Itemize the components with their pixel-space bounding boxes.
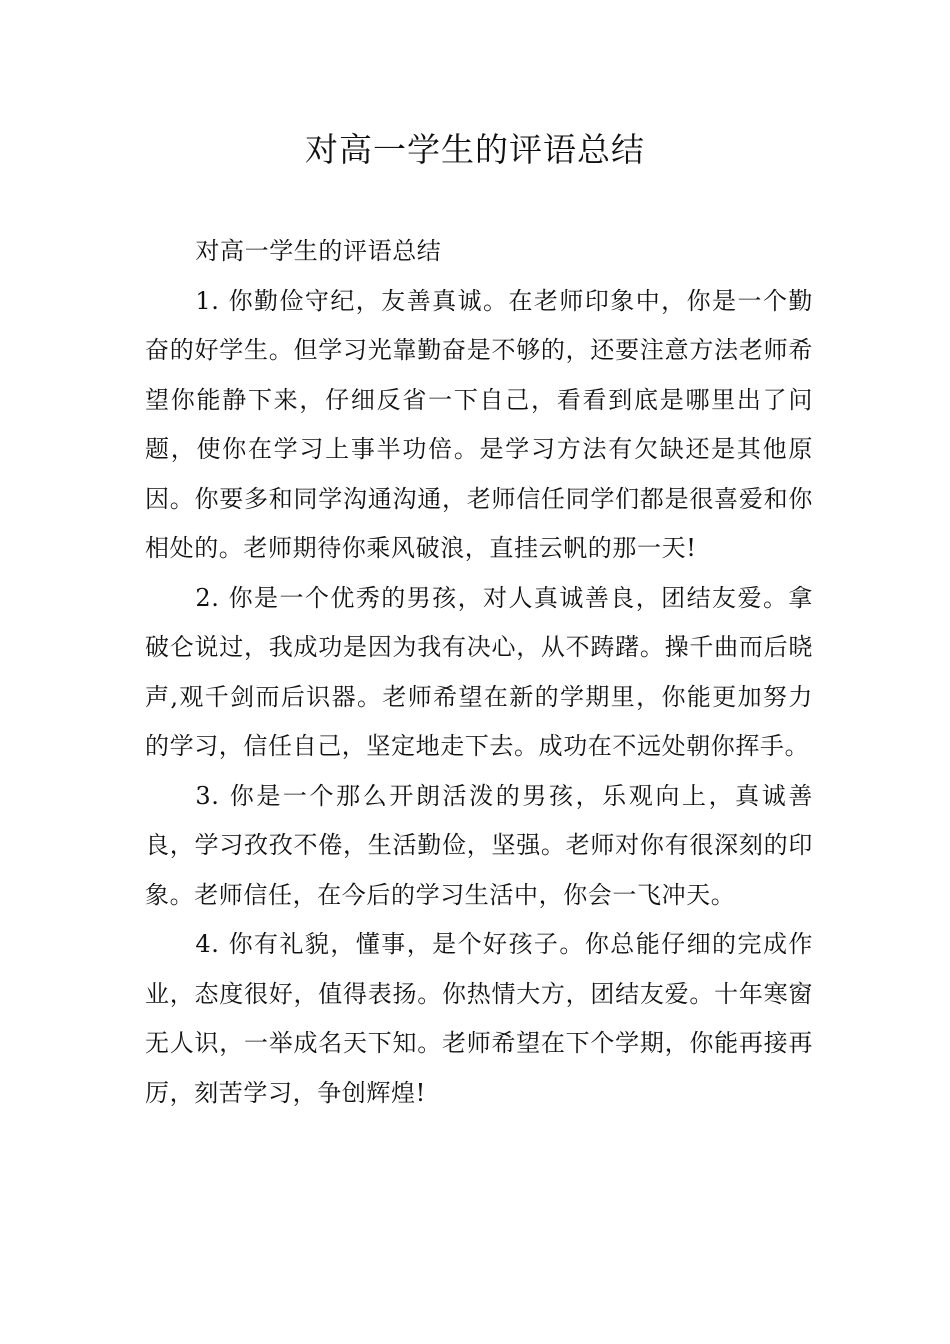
paragraph-comment-1: 1. 你勤俭守纪，友善真诚。在老师印象中，你是一个勤奋的好学生。但学习光靠勤奋是不够的，还要注意方法老师希望你能静下来，仔细反省一下自己，看看到底是哪里出了问题，使你在学习上事半功倍。是学习方法有欠缺还是其他原因。你要多和同学沟通沟通，老师信任同学们都是很喜爱和你相处的。老师期待你乘风破浪，直挂云帆的那一天! [145, 286, 813, 562]
document-title: 对高一学生的评语总结 [305, 130, 645, 169]
paragraph-comment-3: 3. 你是一个那么开朗活泼的男孩，乐观向上，真诚善良，学习孜孜不倦，生活勤俭，坚强。老师对你有很深刻的印象。老师信任，在今后的学习生活中，你会一飞冲天。 [145, 781, 813, 909]
paragraph-comment-2: 2. 你是一个优秀的男孩，对人真诚善良，团结友爱。拿破仑说过，我成功是因为我有决心，从不踌躇。操千曲而后晓声,观千剑而后识器。老师希望在新的学期里，你能更加努力的学习，信任自己，坚定地走下去。成功在不远处朝你挥手。 [145, 583, 813, 760]
paragraph-subtitle: 对高一学生的评语总结 [195, 237, 442, 265]
paragraph-comment-4: 4. 你有礼貌，懂事，是个好孩子。你总能仔细的完成作业，态度很好，值得表扬。你热情大方，团结友爱。十年寒窗无人识，一举成名天下知。老师希望在下个学期，你能再接再厉，刻苦学习，争创辉煌! [145, 930, 813, 1107]
document-body [145, 227, 813, 1118]
